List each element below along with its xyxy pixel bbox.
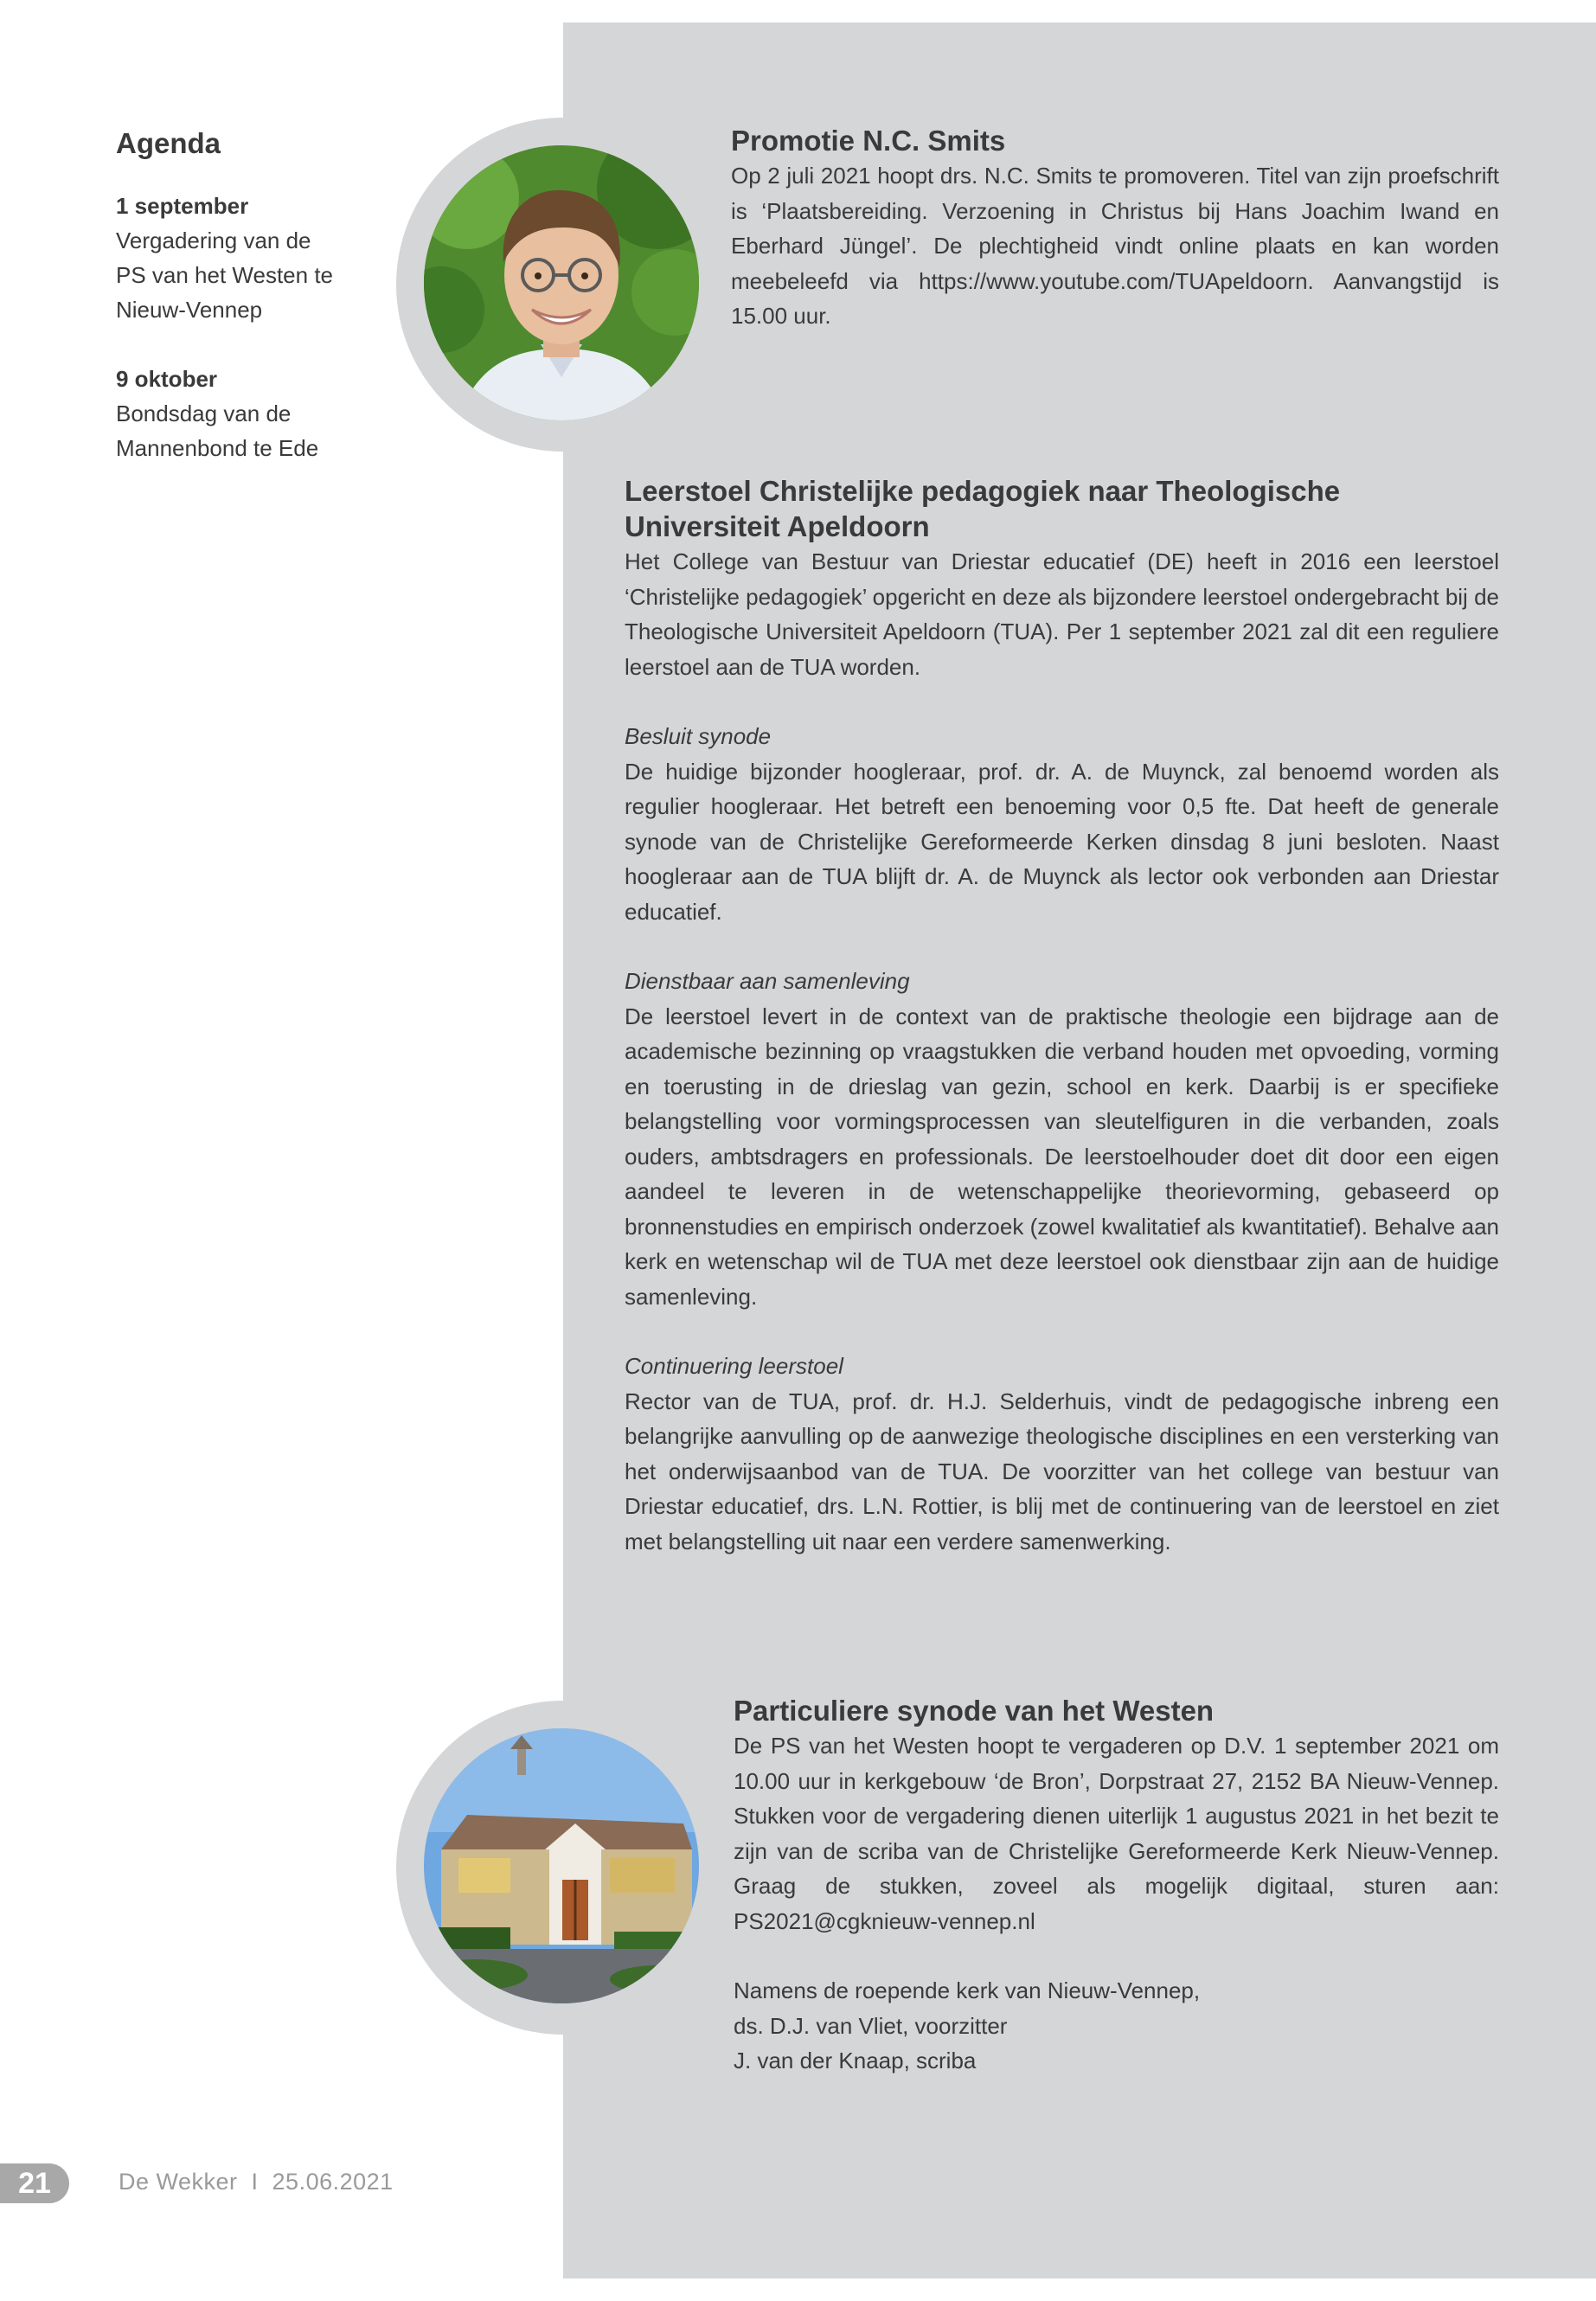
article-title: Particuliere synode van het Westen — [734, 1695, 1215, 1727]
agenda-title: Agenda — [116, 127, 221, 159]
article-intro: Het College van Bestuur van Driestar educatief (DE) heeft in 2016 een leerstoel ‘Christelijke pedagogiek’ opgericht en deze als bijzondere leerstoel ondergebracht bij de Theologische Universiteit Apeldoorn (TUA). Per 1 september 2021 zal dit een reguliere leerstoel aan de TUA worden. — [625, 548, 1499, 680]
section-heading: Besluit synode — [625, 723, 772, 749]
section-body: Rector van de TUA, prof. dr. H.J. Selderhuis, vindt de pedagogische inbreng een belangrijke aanvulling op de aanwezige theologische disciplines en een versterking van het onderwijsaanbod van de TUA. De voorzitter van het college van bestuur van Driestar educatief, drs. L.N. Rottier, is blij met de continuering van de leerstoel en ziet met belangstelling uit naar een verdere samenwerking. — [625, 1388, 1499, 1554]
agenda-event-date: 9 oktober — [116, 366, 218, 392]
church-illustration — [424, 1728, 699, 2003]
agenda-event-line: Bondsdag van de — [116, 401, 292, 426]
section-heading: Dienstbaar aan samenleving — [625, 968, 910, 994]
section-body: De huidige bijzonder hoogleraar, prof. dr. A. de Muynck, zal benoemd worden als regulier hoogleraar. Het betreft een benoeming voor 0,5 fte. Dat heeft de generale synode van de Christelijke Gereformeerde Kerken dinsdag 8 juni besloten. Naast hoogleraar aan de TUA blijft dr. A. de Muynck als lector ook verbonden aan Driestar educatief. — [625, 758, 1499, 925]
article-leerstoel — [625, 473, 1499, 1559]
section-heading: Continuering leerstoel — [625, 1353, 843, 1379]
agenda-event — [116, 189, 393, 327]
article-title: Leerstoel Christelijke pedagogiek naar Theologische Universiteit Apeldoorn — [625, 475, 1341, 542]
church-photo — [424, 1728, 699, 2003]
agenda-event — [116, 362, 393, 465]
section-body: De leerstoel levert in de context van de praktische theologie een bijdrage aan de academische bezinning op vraagstukken die verband houden met opvoeding, vorming en toerusting in de drieslag van gezin, school en kerk. Daarbij is er specifieke belangstelling voor vormingsprocessen van sleutelfiguren in die verbanden, zoals ouders, ambtsdragers en professionals. De leerstoelhouder doet dit door een eigen aandeel te leveren in de wetenschappelijke theorievorming, gebaseerd op bronnenstudies en empirisch onderzoek (zowel kwalitatief als kwantitatief). Behalve aan kerk en wetenschap wil de TUA met deze leerstoel ook dienstbaar zijn aan de huidige samenleving. — [625, 1003, 1499, 1310]
agenda-event-line: Mannenbond te Ede — [116, 435, 319, 461]
article-promotie — [731, 123, 1499, 334]
agenda-event-line: Vergadering van de — [116, 228, 311, 253]
article-body: Op 2 juli 2021 hoopt drs. N.C. Smits te promoveren. Titel van zijn proefschrift is ‘Plaatsbereiding. Verzoening in Christus bij Hans Joachim Iwand en Eberhard Jüngel’. De plechtigheid vindt online plaats en kan worden meebeleefd via https://www.youtube.com/TUApeldoorn. Aanvangstijd is 15.00 uur. — [731, 163, 1499, 329]
article-body: De PS van het Westen hoopt te vergaderen op D.V. 1 september 2021 om 10.00 uur in kerkgebouw ‘de Bron’, Dorpstraat 27, 2152 BA Nieuw-Vennep. Stukken voor de vergadering dienen uiterlijk 1 augustus 2021 in het bezit te zijn van de scriba van de Christelijke Gereformeerde Kerk Nieuw-Vennep. Graag de stukken, zoveel als mogelijk digitaal, sturen aan: PS2021@cgknieuw-vennep.nl — [734, 1733, 1499, 1934]
portrait-illustration — [424, 145, 699, 420]
publication-info: De Wekker I 25.06.2021 — [119, 2169, 394, 2195]
signature-line: J. van der Knaap, scriba — [734, 2048, 977, 2073]
agenda-event-line: Nieuw-Vennep — [116, 297, 263, 323]
agenda-event-line: PS van het Westen te — [116, 262, 333, 288]
article-synode — [734, 1693, 1499, 2079]
portrait-photo — [424, 145, 699, 420]
article-title: Promotie N.C. Smits — [731, 125, 1006, 157]
signature-line: ds. D.J. van Vliet, voorzitter — [734, 2012, 1008, 2039]
signature-line: Namens de roepende kerk van Nieuw-Vennep, — [734, 1977, 1201, 2003]
agenda-sidebar — [116, 123, 393, 500]
agenda-event-date: 1 september — [116, 193, 249, 219]
page-footer — [0, 2163, 606, 2203]
page-number-badge: 21 — [0, 2163, 69, 2203]
